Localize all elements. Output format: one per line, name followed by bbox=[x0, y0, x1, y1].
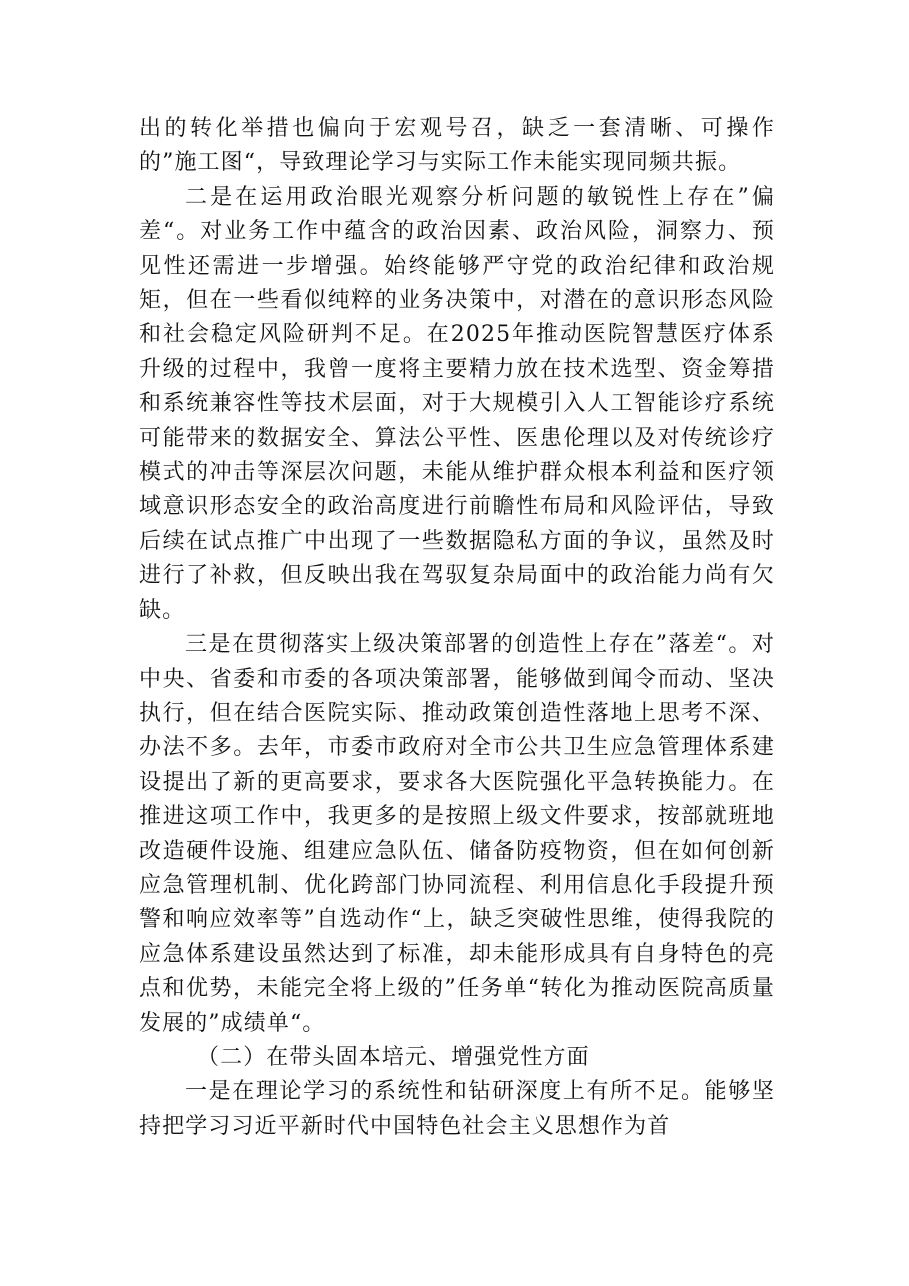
paragraph-continuation: 出的转化举措也偏向于宏观号召，缺乏一套清晰、可操作的”施工图“，导致理论学习与实际工作未能实现同频共振。 bbox=[139, 116, 775, 176]
paragraph-theory-study: 一是在理论学习的系统性和钻研深度上有所不足。能够坚持把学习习近平新时代中国特色社会主义思想作为首 bbox=[139, 1079, 775, 1139]
section-heading: （二）在带头固本培元、增强党性方面 bbox=[197, 1044, 590, 1070]
paragraph-political-sensitivity: 二是在运用政治眼光观察分析问题的敏锐性上存在”偏差“。对业务工作中蕴含的政治因素、政治风险，洞察力、预见性还需进一步增强。始终能够严守党的政治纪律和政治规矩，但在一些看似纯粹的业务决策中，对潜在的意识形态风险和社会稳定风险研判不足。在2025年推动医院智慧医疗体系升级的过程中，我曾一度将主要精力放在技术选型、资金筹措和系统兼容性等技术层面，对于大规模引入人工智能诊疗系统可能带来的数据安全、算法公平性、医患伦理以及对传统诊疗模式的冲击等深层次问题，未能从维护群众根本利益和医疗领域意识形态安全的政治高度进行前瞻性布局和风险评估，导致后续在试点推广中出现了一些数据隐私方面的争议，虽然及时进行了补救，但反映出我在驾驭复杂局面中的政治能力尚有欠缺。 bbox=[139, 184, 775, 623]
paragraph-implementation-creativity: 三是在贯彻落实上级决策部署的创造性上存在”落差“。对中央、省委和市委的各项决策部署，能够做到闻令而动、坚决执行，但在结合医院实际、推动政策创造性落地上思考不深、办法不多。去年，市委市政府对全市公共卫生应急管理体系建设提出了新的更高要求，要求各大医院强化平急转换能力。在推进这项工作中，我更多的是按照上级文件要求，按部就班地改造硬件设施、组建应急队伍、储备防疫物资，但在如何创新应急管理机制、优化跨部门协同流程、利用信息化手段提升预警和响应效率等”自选动作“上，缺乏突破性思维，使得我院的应急体系建设虽然达到了标准，却未能形成具有自身特色的亮点和优势，未能完全将上级的”任务单“转化为推动医院高质量发展的”成绩单“。 bbox=[139, 632, 775, 1036]
document-body bbox=[139, 112, 775, 1144]
